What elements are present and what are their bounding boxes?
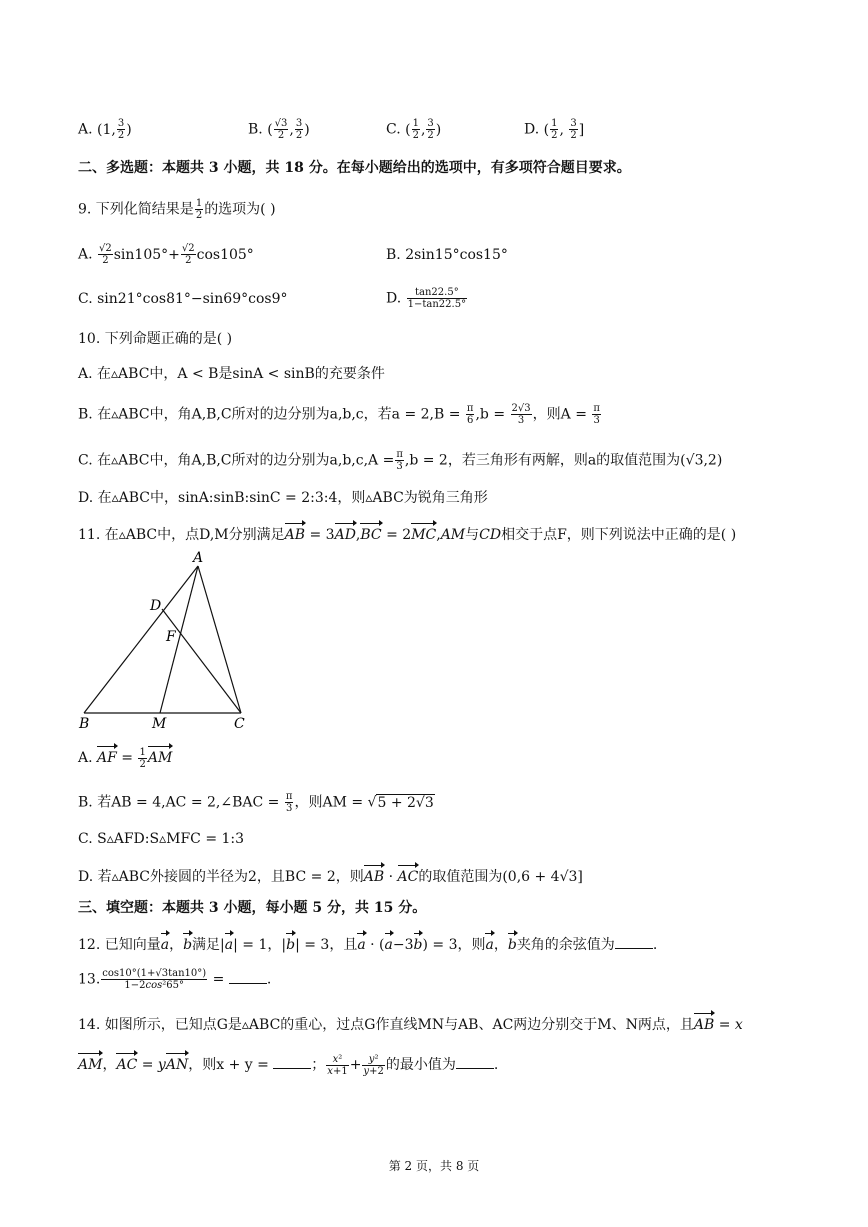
label-m: M [152, 716, 167, 732]
section-title-fill-in: 三、填空题：本题共 3 小题，每小题 5 分，共 15 分。 [78, 900, 427, 916]
answer-blank[interactable] [273, 1054, 311, 1069]
q8-option-a [78, 118, 132, 141]
q14-line-1: 14. 如图所示，已知点G是▵ABC的重心，过点G作直线MN与AB、AC两边分别交于M、N两点，且AB = x [78, 1012, 743, 1035]
math: ( $\frac{1}{2}$ , $\frac{3}{2}$ ] [543, 118, 585, 141]
side-ab [84, 566, 198, 713]
q11-option-a: A. AF = $\frac{1}{2}$ AM [78, 746, 173, 770]
math: $\frac{√2}{2}$ sin105°+ $\frac{√2}{2}$ cos105° [99, 243, 254, 266]
q9-option-d: D. $\frac{\tan 22.5^\circ}{1-\tan 22.5^\circ}$ [386, 287, 467, 310]
label-f: F [166, 629, 176, 645]
math: $\frac{\tan 22.5^\circ}{1-\tan 22.5^\circ}$ [407, 287, 467, 310]
q11-option-d: D. 若▵ABC外接圆的半径为2，且BC = 2，则AB · AC的取值范围为(0,6 + 4√3] [78, 864, 583, 887]
section-title-multiple-choice: 二、多选题：本题共 3 小题，共 18 分。在每小题给出的选项中，有多项符合题目要求。 [78, 160, 631, 176]
answer-blank[interactable] [615, 934, 653, 949]
page-footer: 第 2 页，共 8 页 [388, 1159, 480, 1173]
label-b: B [79, 716, 90, 732]
q11-stem: 11. 在▵ABC中，点D,M分别满足AB = 3AD,BC = 2MC,AM与CD相交于点F，则下列说法中正确的是( ) [78, 522, 736, 545]
q8-option-c [386, 118, 441, 141]
answer-blank[interactable] [456, 1054, 494, 1069]
q12-stem: 12. 已知向量a，b满足|a| = 1，|b| = 3，且a · (a−3b) = 3，则a，b夹角的余弦值为 . [78, 932, 657, 955]
option-label: C. [386, 121, 401, 138]
q10-option-b: B. 在▵ABC中，角A,B,C所对的边分别为a,b,c，若a = 2,B = $\frac{\pi}{6}$ ,b = $\frac{2√3}{3}$ ，则A = $\frac{\pi}{3}$ [78, 403, 600, 426]
answer-blank[interactable] [229, 969, 267, 984]
q10-option-c: C. 在▵ABC中，角A,B,C所对的边分别为a,b,c,A = $\frac{\pi}{3}$ ,b = 2，若三角形有两解，则a的取值范围为(√3,2) [78, 449, 723, 472]
q10-option-a: A. 在▵ABC中，A < B是sinA < sinB的充要条件 [78, 366, 385, 382]
q9-option-b: B. 2sin15°cos15° [386, 247, 508, 263]
option-label: B. [248, 121, 263, 138]
q8-option-d [524, 118, 584, 141]
q11-option-b: B. 若AB = 4,AC = 2,∠BAC = $\frac{\pi}{3}$ ，则AM = √5 + 2√3 [78, 791, 434, 814]
option-label: A. [78, 121, 93, 138]
q10-option-d: D. 在▵ABC中，sinA:sinB:sinC = 2:3:4，则▵ABC为锐角三角形 [78, 490, 488, 506]
q9-option-a: A. $\frac{√2}{2}$ sin105°+ $\frac{√2}{2}$ cos105° [78, 243, 254, 266]
q8-option-b [248, 118, 310, 141]
q14-line-2: AM，AC = yAN，则x + y = ； $\frac{\text{x²}}{x+1}$ + $\frac{\text{y²}}{y+2}$ 的最小值为 . [78, 1053, 499, 1077]
triangle-figure [76, 546, 256, 736]
q9-stem: 9. 下列化简结果是 $\frac{1}{2}$ 的选项为( ) [78, 198, 276, 221]
math: ( $\frac{√3}{2}$ , $\frac{3}{2}$ ) [267, 118, 310, 141]
label-d: D [150, 598, 162, 614]
math: (1, $\frac{3}{2}$ ) [97, 118, 132, 141]
option-label: D. [524, 121, 540, 138]
q13-stem: 13. $\frac{\cos 10^\circ(1+√3\tan 10^\circ)}{\text{1−2cos²65°}}$ = . [78, 968, 272, 991]
q9-option-c: C. sin21°cos81°−sin69°cos9° [78, 291, 288, 307]
label-c: C [234, 716, 245, 732]
q11-option-c: C. S▵AFD:S▵MFC = 1:3 [78, 831, 245, 847]
q10-stem: 10. 下列命题正确的是( ) [78, 331, 233, 347]
label-a: A [193, 550, 204, 566]
side-ac [198, 566, 241, 713]
math: ( $\frac{1}{2}$ , $\frac{3}{2}$ ) [405, 118, 442, 141]
